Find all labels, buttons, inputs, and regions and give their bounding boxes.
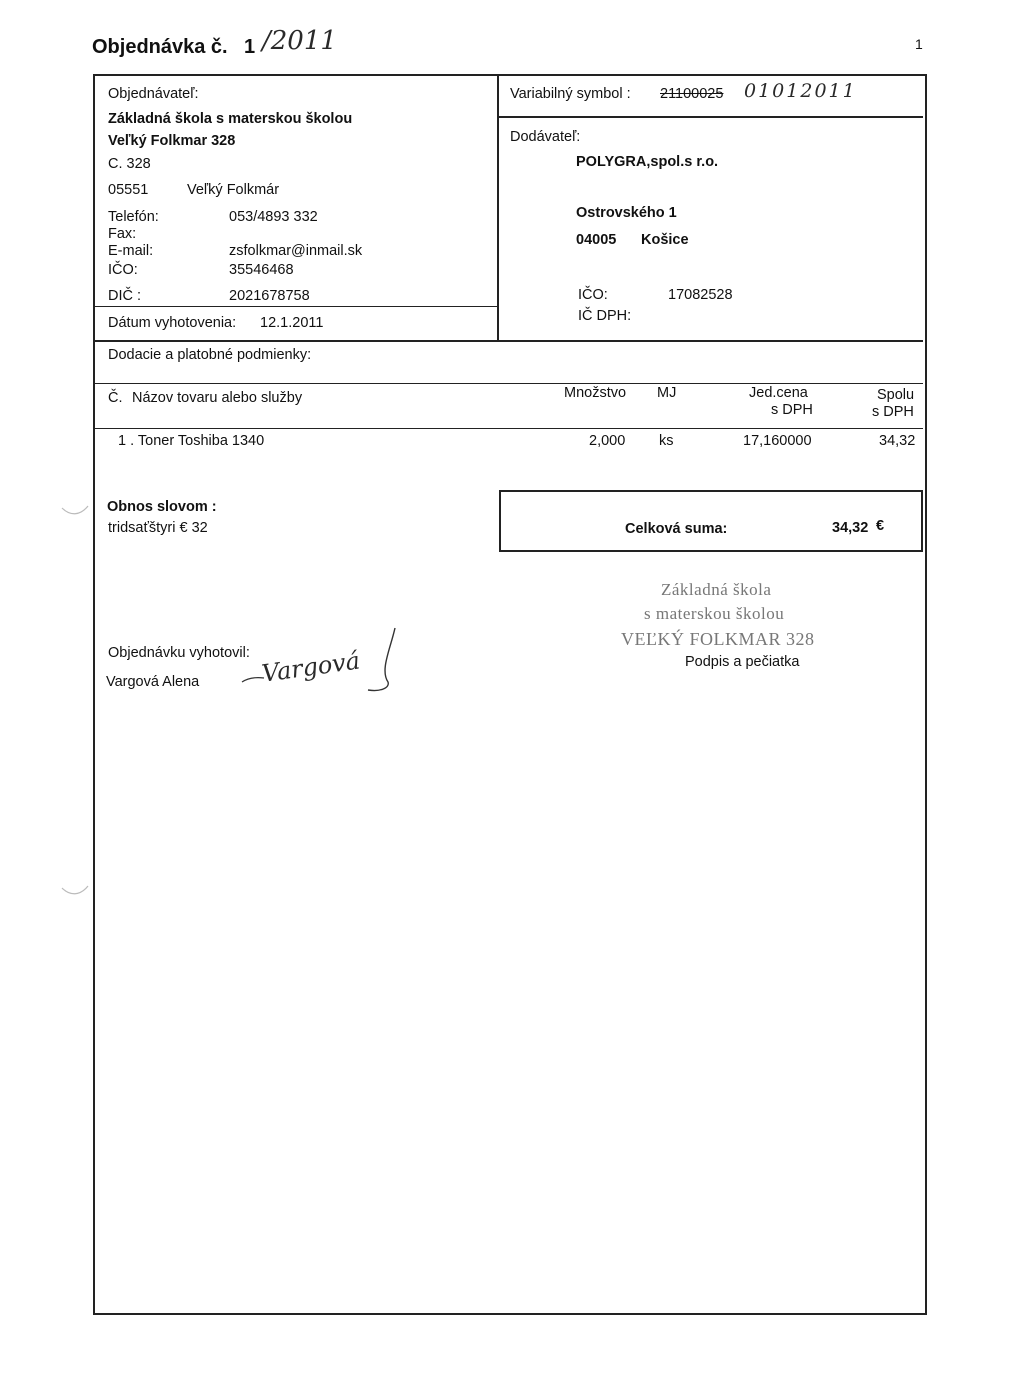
document-title: Objednávka č. bbox=[92, 36, 228, 58]
total-value: 34,32 bbox=[832, 520, 869, 536]
signature-stroke-icon bbox=[240, 620, 400, 710]
col-quantity: Množstvo bbox=[564, 385, 627, 401]
date-divider bbox=[95, 306, 497, 307]
issue-date-label: Dátum vyhotovenia: bbox=[108, 315, 237, 331]
supplier-ico-value: 17082528 bbox=[668, 287, 733, 303]
supplier-icdph-label: IČ DPH: bbox=[578, 308, 632, 324]
order-number: 1 bbox=[244, 36, 256, 58]
delivery-terms-label: Dodacie a platobné podmienky: bbox=[108, 347, 312, 363]
amount-in-words-label: Obnos slovom : bbox=[107, 499, 217, 515]
stamp-line-1: Základná škola bbox=[661, 580, 772, 599]
dic-label: DIČ : bbox=[108, 288, 142, 304]
row-total: 34,32 bbox=[879, 433, 916, 449]
phone-value: 053/4893 332 bbox=[229, 209, 318, 225]
dic-value: 2021678758 bbox=[229, 288, 310, 304]
handwritten-signature: Vargová bbox=[260, 646, 362, 688]
stamp-line-2: s materskou školou bbox=[644, 604, 785, 623]
orderer-ico-label: IČO: bbox=[108, 262, 138, 278]
col-unit: MJ bbox=[657, 385, 677, 401]
phone-label: Telefón: bbox=[108, 209, 159, 225]
fax-label: Fax: bbox=[108, 226, 137, 242]
supplier-heading: Dodávateľ: bbox=[510, 129, 581, 145]
col-total-1: Spolu bbox=[877, 387, 915, 403]
row-item-name: 1 . Toner Toshiba 1340 bbox=[118, 433, 265, 449]
issue-date-value: 12.1.2011 bbox=[260, 315, 324, 331]
row-unit-price: 17,160000 bbox=[743, 433, 812, 449]
amount-in-words-value: tridsaťštyri € 32 bbox=[108, 520, 208, 536]
total-label: Celková suma: bbox=[625, 521, 728, 537]
supplier-street: Ostrovského 1 bbox=[576, 205, 677, 221]
supplier-city: Košice bbox=[641, 232, 689, 248]
supplier-zip: 04005 bbox=[576, 232, 617, 248]
table-top-line bbox=[95, 383, 923, 384]
row-quantity: 2,000 bbox=[589, 433, 626, 449]
stamp-line-3: VEĽKÝ FOLKMAR 328 bbox=[621, 629, 815, 649]
signature-stamp-label: Podpis a pečiatka bbox=[685, 654, 800, 670]
prepared-by-label: Objednávku vyhotovil: bbox=[108, 645, 250, 661]
orderer-name: Základná škola s materskou školou bbox=[108, 111, 353, 127]
handwritten-year: /2011 bbox=[262, 26, 337, 56]
col-unit-price-1: Jed.cena bbox=[749, 385, 808, 401]
col-number: Č. bbox=[108, 390, 123, 406]
col-unit-price-2: s DPH bbox=[771, 402, 813, 418]
orderer-ico-value: 35546468 bbox=[229, 262, 294, 278]
orderer-number: C. 328 bbox=[108, 156, 151, 172]
terms-divider bbox=[95, 340, 923, 342]
orderer-street: Veľký Folkmar 328 bbox=[108, 133, 236, 149]
page-number: 1 bbox=[915, 36, 923, 52]
variable-symbol-divider bbox=[499, 116, 923, 118]
email-label: E-mail: bbox=[108, 243, 154, 259]
variable-symbol-label: Variabilný symbol : bbox=[510, 86, 631, 102]
scan-mark-icon bbox=[60, 880, 90, 900]
email-value: zsfolkmar@inmail.sk bbox=[229, 243, 363, 259]
supplier-ico-label: IČO: bbox=[578, 287, 608, 303]
total-currency: € bbox=[876, 518, 885, 534]
col-total-2: s DPH bbox=[872, 404, 914, 420]
scan-mark-icon bbox=[60, 500, 90, 520]
orderer-zip: 05551 bbox=[108, 182, 149, 198]
orderer-city: Veľký Folkmár bbox=[187, 182, 280, 198]
table-header-line bbox=[95, 428, 923, 429]
orderer-heading: Objednávateľ: bbox=[108, 86, 199, 102]
row-unit: ks bbox=[659, 433, 674, 449]
order-frame bbox=[93, 74, 927, 1315]
variable-symbol-struck-value: 21100025 bbox=[660, 86, 724, 102]
col-name: Názov tovaru alebo služby bbox=[132, 390, 303, 406]
supplier-name: POLYGRA,spol.s r.o. bbox=[576, 154, 719, 170]
variable-symbol-handwritten: 01012011 bbox=[744, 80, 857, 102]
prepared-by-name: Vargová Alena bbox=[106, 674, 200, 690]
